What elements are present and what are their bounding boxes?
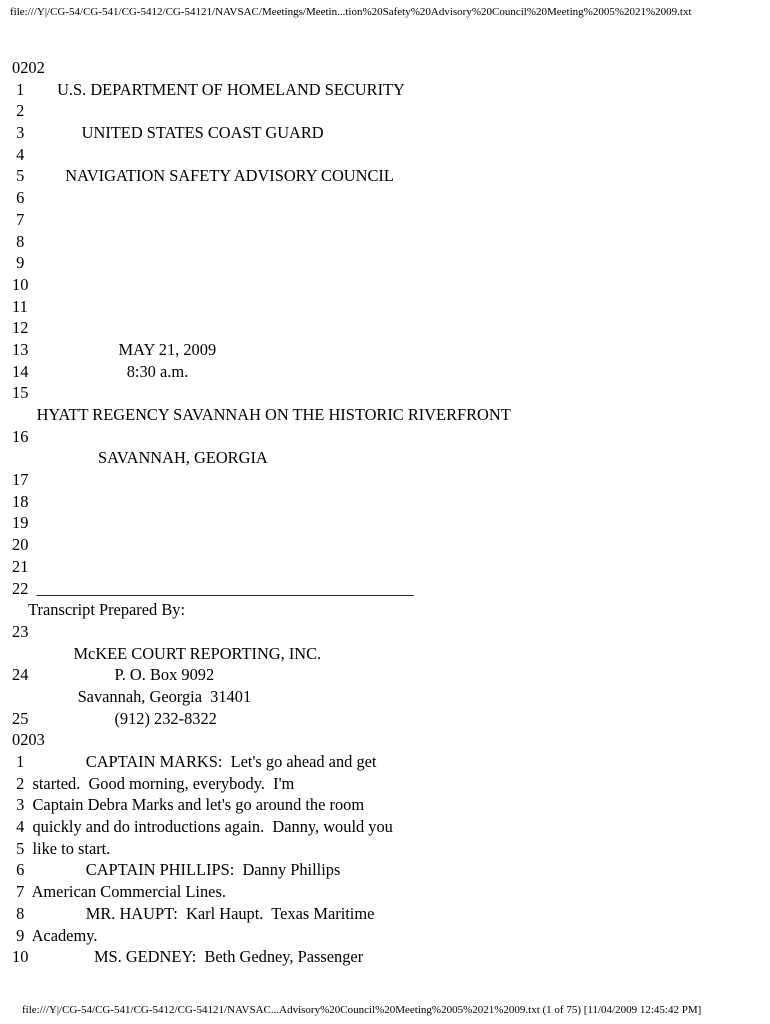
transcript-line: 7 American Commercial Lines.	[12, 882, 226, 902]
transcript-line: 18	[12, 491, 29, 511]
transcript-line: 11	[12, 296, 28, 316]
transcript-line: 10	[12, 274, 29, 294]
transcript-line: 2	[12, 101, 25, 121]
transcript-line: 17	[12, 470, 29, 490]
transcript-line: 6	[12, 188, 25, 208]
transcript-line: Transcript Prepared By:	[12, 600, 185, 620]
transcript-line: HYATT REGENCY SAVANNAH ON THE HISTORIC RIVERFRONT	[12, 405, 511, 424]
transcript-line: 22 ______________________________________________	[12, 578, 414, 598]
transcript-line: 5 NAVIGATION SAFETY ADVISORY COUNCIL	[12, 166, 394, 186]
transcript-line: 23	[12, 621, 29, 641]
transcript-line: 25 (912) 232-8322	[12, 708, 217, 728]
transcript-line: 0203	[12, 730, 45, 750]
transcript-line: 0202	[12, 58, 45, 77]
transcript-line: 21	[12, 556, 29, 576]
transcript-line: 3 Captain Debra Marks and let's go around the room	[12, 795, 365, 815]
transcript-line: 6 CAPTAIN PHILLIPS: Danny Phillips	[12, 860, 341, 880]
transcript-line: 1 CAPTAIN MARKS: Let's go ahead and get	[12, 752, 377, 771]
transcript-line: 20	[12, 535, 29, 555]
file-path-footer: file:///Y|/CG-54/CG-541/CG-5412/CG-54121/NAVSAC...Advisory%20Council%20Meeting%2005%2021%2009.txt (1 of 75) [11/04/2009 12:45:42 PM]	[22, 1004, 702, 1016]
transcript-line: 19	[12, 513, 29, 533]
transcript-line: 9 Academy.	[12, 925, 98, 945]
transcript-line: SAVANNAH, GEORGIA	[12, 448, 268, 468]
transcript-line: 1 U.S. DEPARTMENT OF HOMELAND SECURITY	[12, 79, 405, 99]
transcript-line: 16	[12, 426, 29, 446]
transcript-line: 8	[12, 231, 25, 251]
transcript-line: Savannah, Georgia 31401	[12, 686, 252, 706]
transcript-line: 4	[12, 144, 25, 164]
transcript-line: 4 quickly and do introductions again. Danny, would you	[12, 817, 393, 837]
transcript-line: McKEE COURT REPORTING, INC.	[12, 643, 322, 663]
transcript-line: 3 UNITED STATES COAST GUARD	[12, 123, 324, 143]
transcript-line: 24 P. O. Box 9092	[12, 665, 215, 685]
transcript-line: 9	[12, 253, 25, 273]
transcript-line: 14 8:30 a.m.	[12, 361, 189, 381]
transcript-line: 7	[12, 209, 25, 229]
transcript-line: 12	[12, 318, 29, 338]
transcript-line: 8 MR. HAUPT: Karl Haupt. Texas Maritime	[12, 903, 375, 923]
transcript-line: 15	[12, 383, 29, 403]
file-path-header: file:///Y|/CG-54/CG-541/CG-5412/CG-54121/NAVSAC/Meetings/Meetin...tion%20Safety%20Advisory%20Council%20Meeting%2005%2021%2009.txt	[10, 6, 692, 18]
transcript-line: 5 like to start.	[12, 838, 111, 858]
transcript-line: 2 started. Good morning, everybody. I'm	[12, 773, 295, 793]
transcript-text	[12, 57, 511, 968]
transcript-line: 10 MS. GEDNEY: Beth Gedney, Passenger	[12, 947, 364, 967]
transcript-line: 13 MAY 21, 2009	[12, 339, 217, 359]
